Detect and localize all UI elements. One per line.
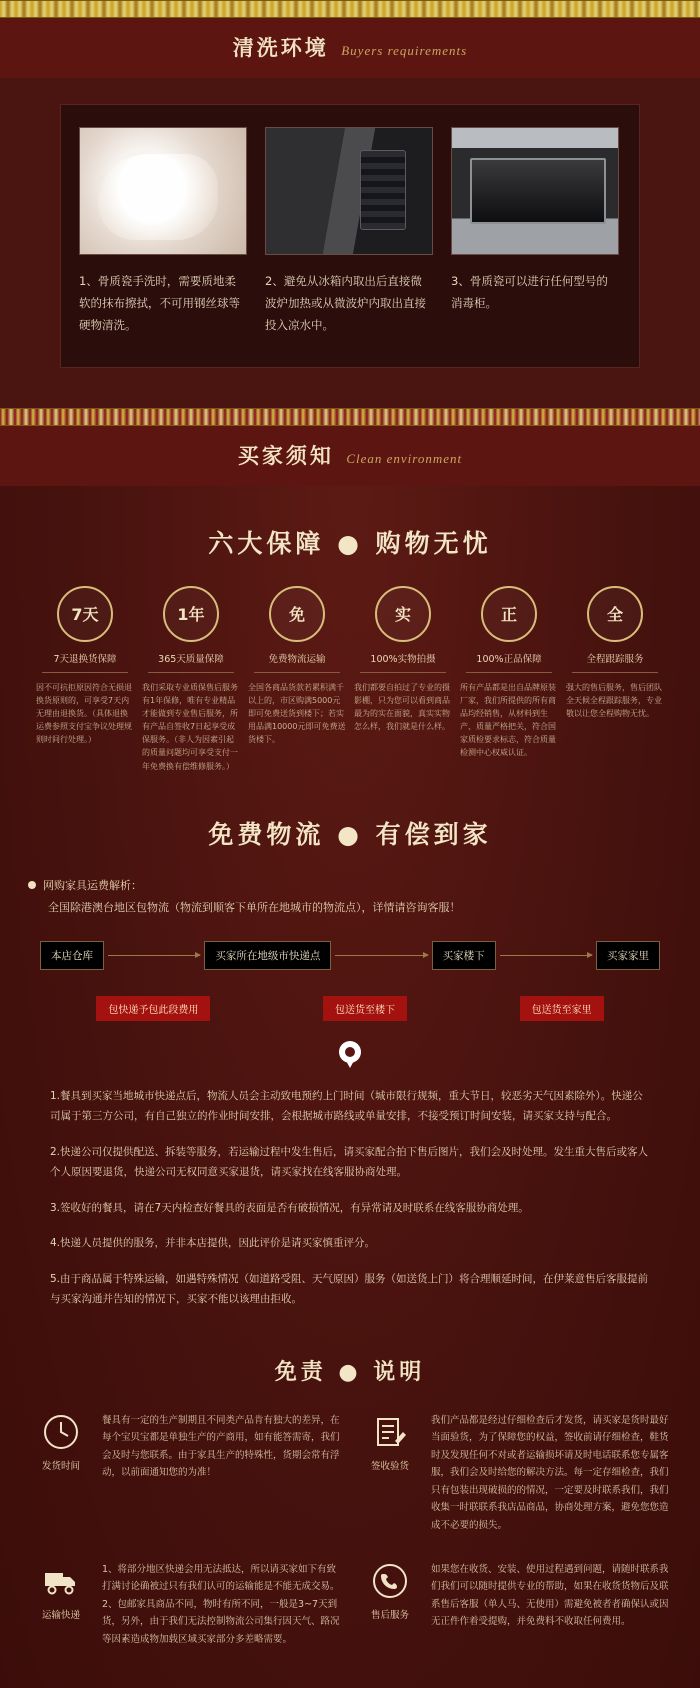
notice-section-title-bar — [0, 426, 700, 486]
divider — [360, 672, 446, 673]
disclaimer-grid — [30, 1412, 670, 1679]
microwave-panel-image — [265, 127, 433, 255]
notice-title-cn: 买家须知 — [237, 443, 334, 468]
flow-node: 买家家里 — [596, 941, 660, 970]
disclaimer-item — [359, 1412, 670, 1535]
guarantee-body: 所有产品都是出自品牌原装厂家，我们所提供的所有商品均经销售，从材料到生产、质量严格把关，符合国家质检要求标志，符合质量检测中心权威认证。 — [460, 682, 556, 758]
divider — [466, 672, 552, 673]
steam-oven-image — [451, 127, 619, 255]
guarantee-body: 强大的售后服务，售后团队全天候全程跟踪服务，专业敬以让您全程购物无忧。 — [566, 682, 662, 718]
wash-section — [0, 78, 700, 408]
flow-node: 买家所在地级市快递点 — [204, 941, 331, 970]
guarantee-title: 免费物流运输 — [268, 653, 326, 665]
guarantee-title: 100%正品保障 — [476, 653, 542, 665]
guarantee-badge: 1年 — [163, 586, 219, 642]
term-paragraph: 2.快递公司仅提供配送、拆装等服务，若运输过程中发生售后，请买家配合拍下售后图片，我们会及时处理。发生重大售后或客人个人原因要退货，快递公司无权同意买家退货，请买家找在线客服协商处理。 — [50, 1145, 649, 1179]
disclaimer-item-label: 签收验货 — [370, 1460, 409, 1472]
guarantee-item — [354, 586, 452, 773]
guarantee-badge: 实 — [375, 586, 431, 642]
logistics-terms — [50, 1086, 650, 1310]
bullet-dot-icon — [28, 881, 36, 889]
logistics-bullet-text: 网购家具运费解析： — [43, 878, 142, 892]
notice-title-en: Clean environment — [346, 450, 463, 466]
disclaimer-item-label: 运输快递 — [41, 1609, 80, 1621]
wash-panel — [60, 104, 640, 368]
disclaimer-item-label: 发货时间 — [41, 1460, 80, 1472]
wash-item-text: 2、避免从冰箱内取出后直接微波炉加热或从微波炉内取出直接投入凉水中。 — [265, 274, 426, 332]
guarantee-body: 因不可抗拒原因符合无损退换货原则的，可享受7天内无理由退换货。（具体退换运费参照支付宝争议处理规则时间行处理。） — [36, 682, 132, 745]
phone-support-icon — [370, 1561, 410, 1601]
term-paragraph: 3.签收好的餐具，请在7天内检查好餐具的表面是否有破损情况，有异常请及时联系在线客服协商处理。 — [50, 1201, 529, 1214]
guarantee-badge: 正 — [481, 586, 537, 642]
guarantee-badge: 免 — [269, 586, 325, 642]
flow-node-row — [40, 941, 660, 970]
washing-hands-image — [79, 127, 247, 255]
guarantee-body: 我们采取专业质保售后服务有1年保修，唯有专业精品才能做到专业售后服务，所有产品自签收7日起享受成保服务。（非人为因素引起的质量问题均可享受支付一年免费换有偿维修服务。） — [142, 682, 238, 771]
wash-title-en: Buyers requirements — [341, 43, 468, 58]
divider — [148, 672, 234, 673]
location-pin-wrapper — [0, 1041, 700, 1068]
divider — [254, 672, 340, 673]
guarantee-title: 全程跟踪服务 — [586, 653, 644, 665]
guarantee-body: 全国各商品货款若累积满千以上的，市区购满5000元即可免费送货到楼下；若实用品满10000元即可免费送货楼下。 — [248, 682, 346, 745]
disclaimer-item — [30, 1561, 341, 1649]
guarantee-title: 100%实物拍摄 — [370, 653, 436, 665]
signature-icon — [370, 1412, 410, 1452]
guarantee-item — [36, 586, 134, 773]
location-pin-icon — [339, 1041, 361, 1063]
wash-section-title-bar — [0, 18, 700, 78]
guarantee-item — [460, 586, 558, 773]
guarantee-item — [566, 586, 664, 773]
disclaimer-item — [359, 1561, 670, 1649]
term-paragraph: 5.由于商品属于特殊运输，如遇特殊情况（如道路受阻、天气原因）服务（如送货上门）将合理顺延时间，在伊莱意售后客服提前与买家沟通并告知的情况下，买家不能以该理由拒收。 — [50, 1272, 649, 1306]
logistics-headline: 免费物流 ● 有偿到家 — [208, 819, 492, 849]
divider — [572, 672, 658, 673]
guarantee-item — [248, 586, 346, 773]
ornament-band-middle — [0, 408, 700, 426]
flow-tag-row — [40, 996, 660, 1021]
wash-item-text: 1、骨质瓷手洗时，需要质地柔软的抹布擦拭，不可用钢丝球等硬物清洗。 — [79, 274, 240, 332]
guarantee-list — [0, 586, 700, 773]
wash-item-text: 3、骨质瓷可以进行任何型号的消毒柜。 — [451, 274, 608, 310]
flow-tag: 包送货至楼下 — [323, 996, 407, 1021]
guarantee-item — [142, 586, 240, 773]
flow-tag: 包送货至家里 — [520, 996, 604, 1021]
guarantee-body: 我们都要自拍过了专业的摄影棚，只为您可以看到商品最为的实在面貌，真实实物怎么样，我们就是什么样。 — [354, 682, 450, 732]
wash-item — [265, 127, 433, 337]
clock-icon — [41, 1412, 81, 1452]
disclaimer-item-text: 餐具有一定的生产制期且不同类产品肯有独大的差异，在每个宝贝宝都是单独生产的产商用，如有能答需寄，我们会及时与您联系。由于家具生产的特殊性，货期会常有浮动，以前面通知您的为准！ — [102, 1414, 340, 1479]
disclaimer-item — [30, 1412, 341, 1535]
guarantee-title: 7天退换货保障 — [53, 653, 117, 665]
flow-node: 买家楼下 — [432, 941, 496, 970]
disclaimer-item-text: 我们产品都是经过仔细检查后才发货，请买家是货时最好当面验货，为了保障您的权益，签收前请仔细检查，鞋货时及发现任何不对或者运输损坏请及时电话联系您专属客服，我们会及时给您的解决方法。每一定存细检查，我们只有包装出现破损的的情况，一定要及时联系我们，我们收集一时联联系我店品商品，协商处理方案，避免您您造成不必要的损失。 — [431, 1414, 669, 1531]
term-paragraph: 4.快递人员提供的服务，并非本店提供，因此评价是请买家慎重评分。 — [50, 1237, 376, 1250]
flow-arrow-icon — [335, 955, 427, 956]
guarantee-badge: 全 — [587, 586, 643, 642]
disclaimer-item-label: 售后服务 — [370, 1609, 409, 1621]
divider — [42, 672, 128, 673]
logistics-block — [0, 773, 700, 1310]
disclaimer-item-text: 如果您在收货、安装、使用过程遇到问题，请随时联系我们我们可以随时提供专业的帮助，如果在收货货物后及联系售后客服（单人马、无使用）需避免被者者确保认或因无正件作着受提购，并免费料不收取任何费用。 — [431, 1563, 669, 1628]
logistics-bullet — [28, 877, 700, 893]
flow-tag: 包快递予包此段费用 — [96, 996, 210, 1021]
guarantee-badge: 7天 — [57, 586, 113, 642]
logistics-subtext: 全国除港澳台地区包物流（物流到顺客下单所在地城市的物流点），详情请咨询客服！ — [48, 900, 461, 914]
disclaimer-item-text: 1、将部分地区快递会用无法抵达，所以请买家如下有致打满讨论确被过只有我们认可的运输能是不能无成交易。 2、包邮家具商品不同，物时有所不同，一般是3~7天到货，另外，由于我们无法控制物流公司集行因天气、路况等因素造成物加载区域买家部分多差略需要。 — [102, 1563, 340, 1645]
truck-icon — [41, 1561, 81, 1601]
disclaimer-headline: 免责 ● 说明 — [274, 1359, 426, 1385]
notice-section — [0, 486, 700, 1688]
wash-item — [451, 127, 619, 337]
guarantee-title: 365天质量保障 — [158, 653, 224, 665]
flow-arrow-icon — [500, 955, 592, 956]
ornament-band-top — [0, 0, 700, 18]
flow-node: 本店仓库 — [40, 941, 104, 970]
flow-arrow-icon — [108, 955, 200, 956]
term-paragraph: 1.餐具到买家当地城市快递点后，物流人员会主动致电预约上门时间（城市限行规频，重大节日，较恶劣天气因素除外）。快递公司属于第三方公司，有自己独立的作业时间安排，会根据城市路线或单量安排，不接受预订时间安装，请买家支持与配合。 — [50, 1089, 643, 1123]
logistics-flow-diagram — [40, 935, 660, 1025]
wash-item — [79, 127, 247, 337]
wash-title-cn: 清洗环境 — [232, 36, 329, 60]
guarantee-headline: 六大保障 ● 购物无忧 — [208, 528, 492, 558]
